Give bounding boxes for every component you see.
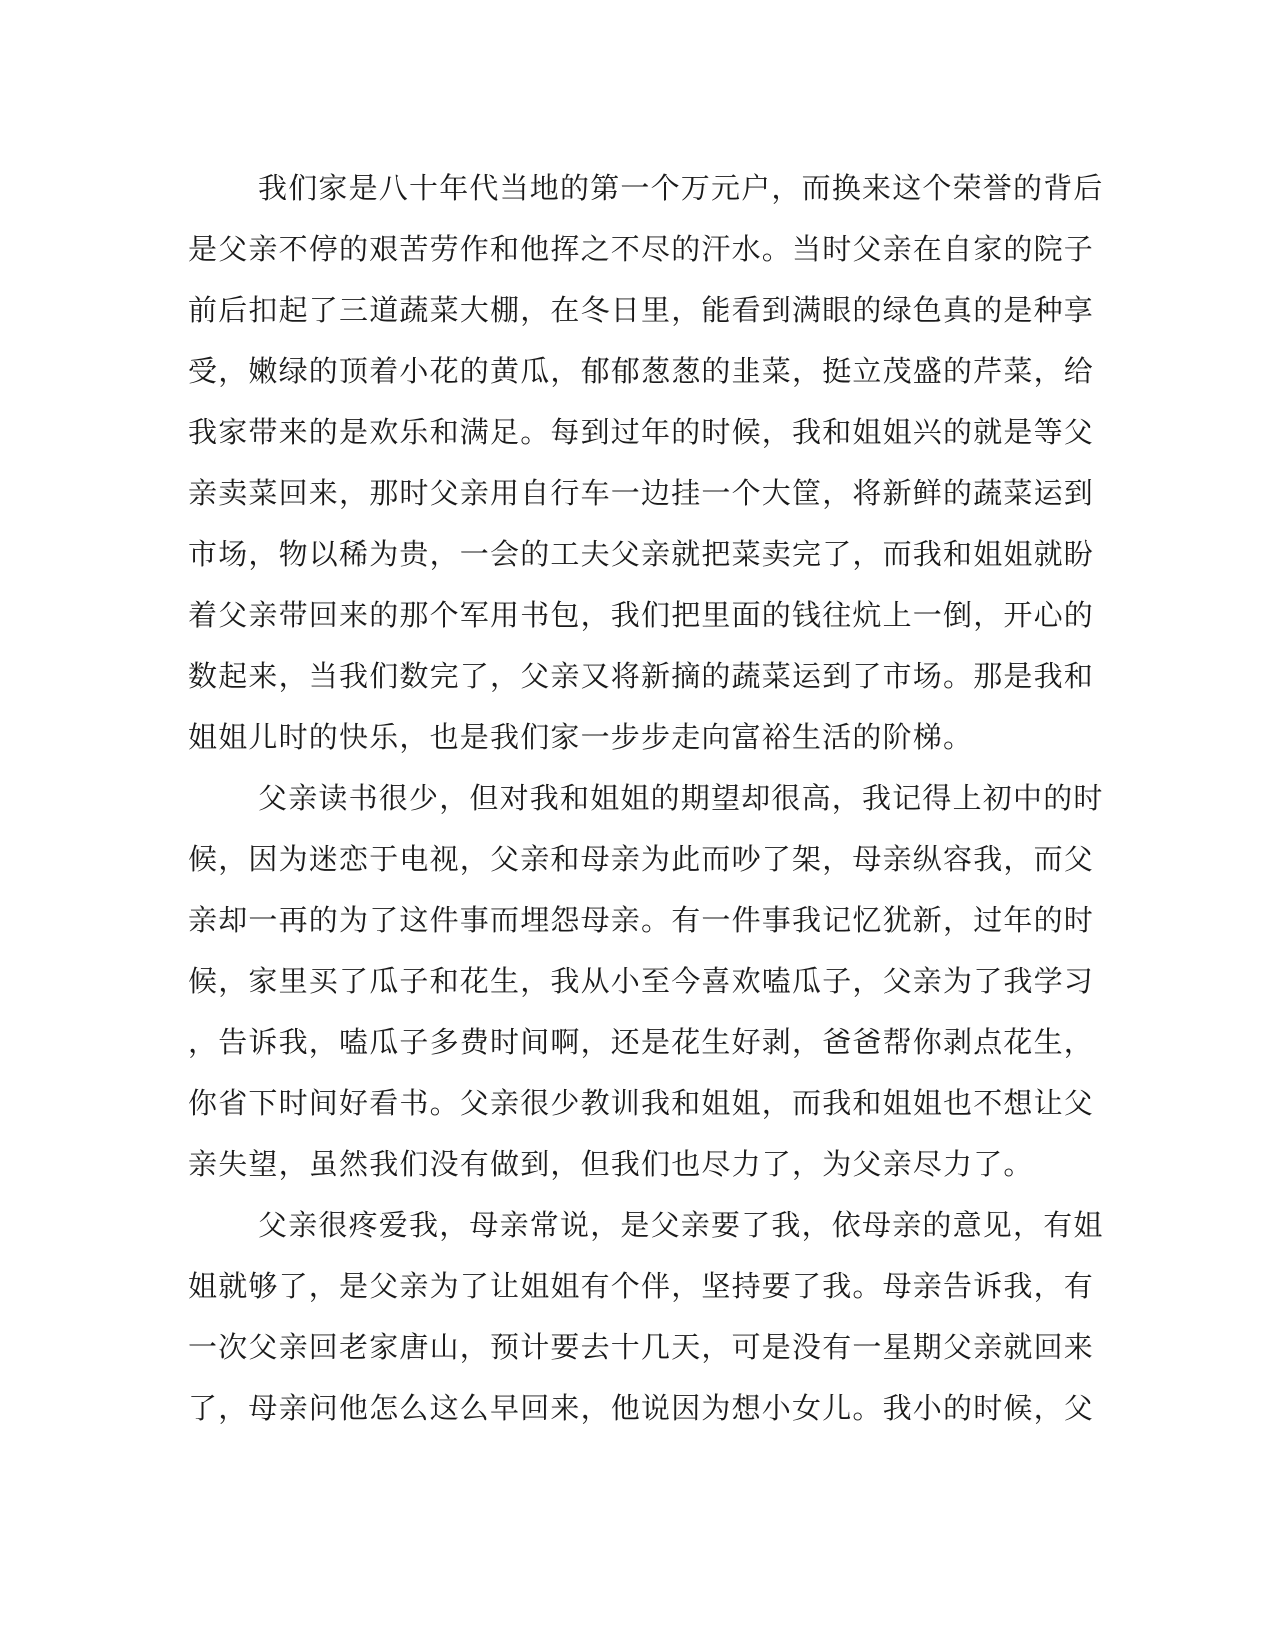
paragraph-3-line-1: 父亲很疼爱我，母亲常说，是父亲要了我，依母亲的意见，有姐 — [258, 1208, 1104, 1242]
paragraph-1-line-8: 着父亲带回来的那个军用书包，我们把里面的钱往炕上一倒，开心的 — [188, 598, 1095, 632]
paragraph-1-line-3: 前后扣起了三道蔬菜大棚，在冬日里，能看到满眼的绿色真的是种享 — [188, 293, 1095, 327]
paragraph-1-line-2: 是父亲不停的艰苦劳作和他挥之不尽的汗水。当时父亲在自家的院子 — [188, 232, 1095, 266]
paragraph-1-line-10: 姐姐儿时的快乐，也是我们家一步步走向富裕生活的阶梯。 — [188, 720, 974, 754]
paragraph-2-line-5: ，告诉我，嗑瓜子多费时间啊，还是花生好剥，爸爸帮你剥点花生， — [188, 1025, 1095, 1059]
paragraph-1-line-7: 市场，物以稀为贵，一会的工夫父亲就把菜卖完了，而我和姐姐就盼 — [188, 537, 1095, 571]
paragraph-1-line-6: 亲卖菜回来，那时父亲用自行车一边挂一个大筐，将新鲜的蔬菜运到 — [188, 476, 1095, 510]
paragraph-1-line-1: 我们家是八十年代当地的第一个万元户，而换来这个荣誉的背后 — [258, 171, 1104, 205]
paragraph-2-line-3: 亲却一再的为了这件事而埋怨母亲。有一件事我记忆犹新，过年的时 — [188, 903, 1095, 937]
paragraph-2-line-1: 父亲读书很少，但对我和姐姐的期望却很高，我记得上初中的时 — [258, 781, 1104, 815]
paragraph-1-line-5: 我家带来的是欢乐和满足。每到过年的时候，我和姐姐兴的就是等父 — [188, 415, 1095, 449]
paragraph-1-line-9: 数起来，当我们数完了，父亲又将新摘的蔬菜运到了市场。那是我和 — [188, 659, 1095, 693]
paragraph-3-line-3: 一次父亲回老家唐山，预计要去十几天，可是没有一星期父亲就回来 — [188, 1330, 1095, 1364]
paragraph-3-line-2: 姐就够了，是父亲为了让姐姐有个伴，坚持要了我。母亲告诉我，有 — [188, 1269, 1095, 1303]
paragraph-2-line-2: 候，因为迷恋于电视，父亲和母亲为此而吵了架，母亲纵容我，而父 — [188, 842, 1095, 876]
paragraph-2-line-4: 候，家里买了瓜子和花生，我从小至今喜欢嗑瓜子，父亲为了我学习 — [188, 964, 1095, 998]
paragraph-2-line-7: 亲失望，虽然我们没有做到，但我们也尽力了，为父亲尽力了。 — [188, 1147, 1034, 1181]
paragraph-1-line-4: 受，嫩绿的顶着小花的黄瓜，郁郁葱葱的韭菜，挺立茂盛的芹菜，给 — [188, 354, 1095, 388]
paragraph-3-line-4: 了，母亲问他怎么这么早回来，他说因为想小女儿。我小的时候，父 — [188, 1391, 1095, 1425]
document-body — [188, 158, 1104, 1439]
paragraph-2-line-6: 你省下时间好看书。父亲很少教训我和姐姐，而我和姐姐也不想让父 — [188, 1086, 1095, 1120]
